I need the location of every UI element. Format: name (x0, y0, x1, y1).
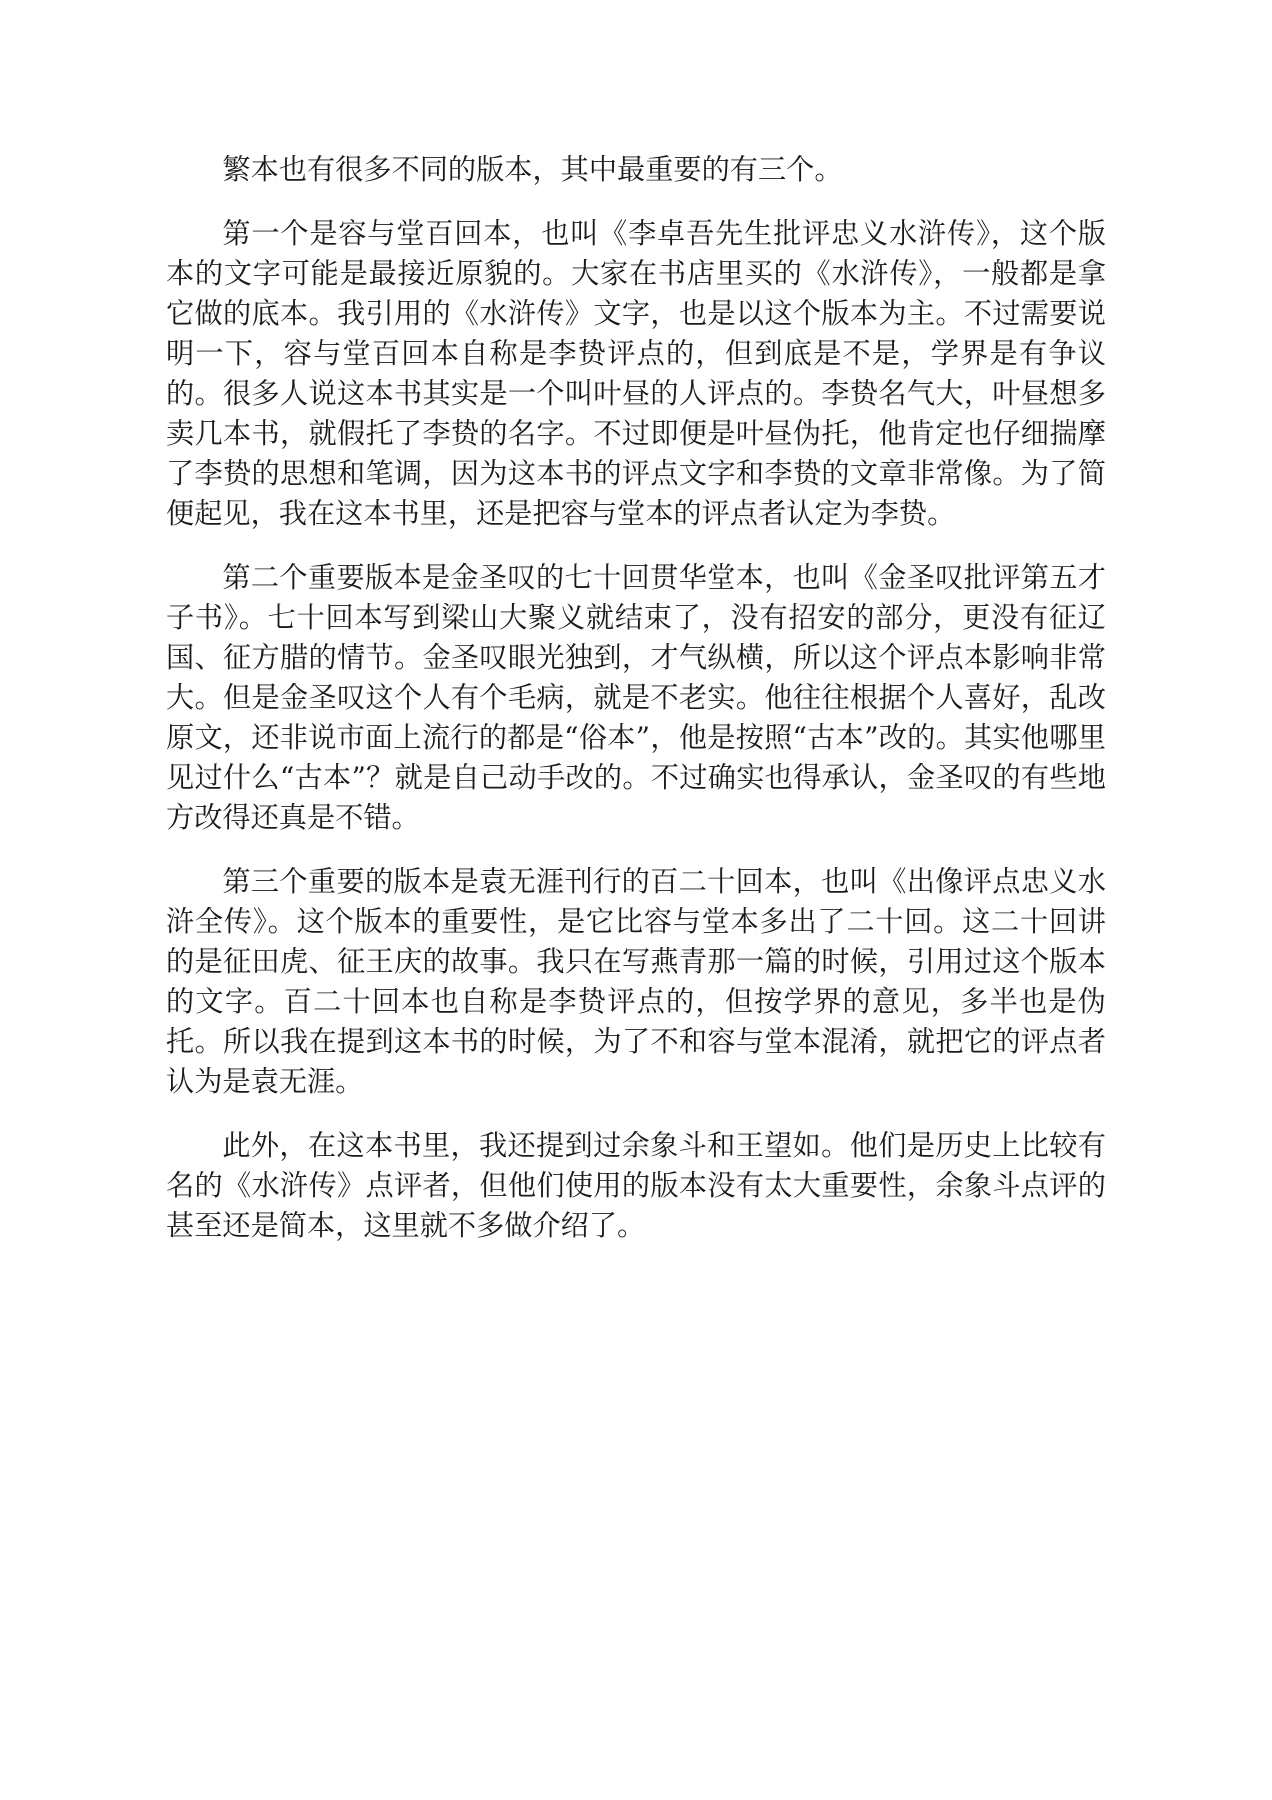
paragraph-rongyutang-edition: 第一个是容与堂百回本，也叫《李卓吾先生批评忠义水浒传》，这个版本的文字可能是最接近原貌的。大家在书店里买的《水浒传》，一般都是拿它做的底本。我引用的《水浒传》文字，也是以这个版本为主。不过需要说明一下，容与堂百回本自称是李贽评点的，但到底是不是，学界是有争议的。很多人说这本书其实是一个叫叶昼的人评点的。李贽名气大，叶昼想多卖几本书，就假托了李贽的名字。不过即便是叶昼伪托，他肯定也仔细揣摩了李贽的思想和笔调，因为这本书的评点文字和李贽的文章非常像。为了简便起见，我在这本书里，还是把容与堂本的评点者认定为李贽。 (166, 217, 1106, 530)
body-text (166, 150, 1106, 1270)
paragraph-yuan-wuya-edition: 第三个重要的版本是袁无涯刊行的百二十回本，也叫《出像评点忠义水浒全传》。这个版本的重要性，是它比容与堂本多出了二十回。这二十回讲的是征田虎、征王庆的故事。我只在写燕青那一篇的时候，引用过这个版本的文字。百二十回本也自称是李贽评点的，但按学界的意见，多半也是伪托。所以我在提到这本书的时候，为了不和容与堂本混淆，就把它的评点者认为是袁无涯。 (166, 865, 1106, 1098)
paragraph-intro: 繁本也有很多不同的版本，其中最重要的有三个。 (222, 153, 843, 186)
paragraph-other-commentators: 此外，在这本书里，我还提到过余象斗和王望如。他们是历史上比较有名的《水浒传》点评者，但他们使用的版本没有太大重要性，余象斗点评的甚至还是简本，这里就不多做介绍了。 (166, 1129, 1106, 1242)
paragraph-jin-shengtan-edition: 第二个重要版本是金圣叹的七十回贯华堂本，也叫《金圣叹批评第五才子书》。七十回本写到梁山大聚义就结束了，没有招安的部分，更没有征辽国、征方腊的情节。金圣叹眼光独到，才气纵横，所以这个评点本影响非常大。但是金圣叹这个人有个毛病，就是不老实。他往往根据个人喜好，乱改原文，还非说市面上流行的都是“俗本”，他是按照“古本”改的。其实他哪里见过什么“古本”？就是自己动手改的。不过确实也得承认，金圣叹的有些地方改得还真是不错。 (166, 561, 1106, 834)
